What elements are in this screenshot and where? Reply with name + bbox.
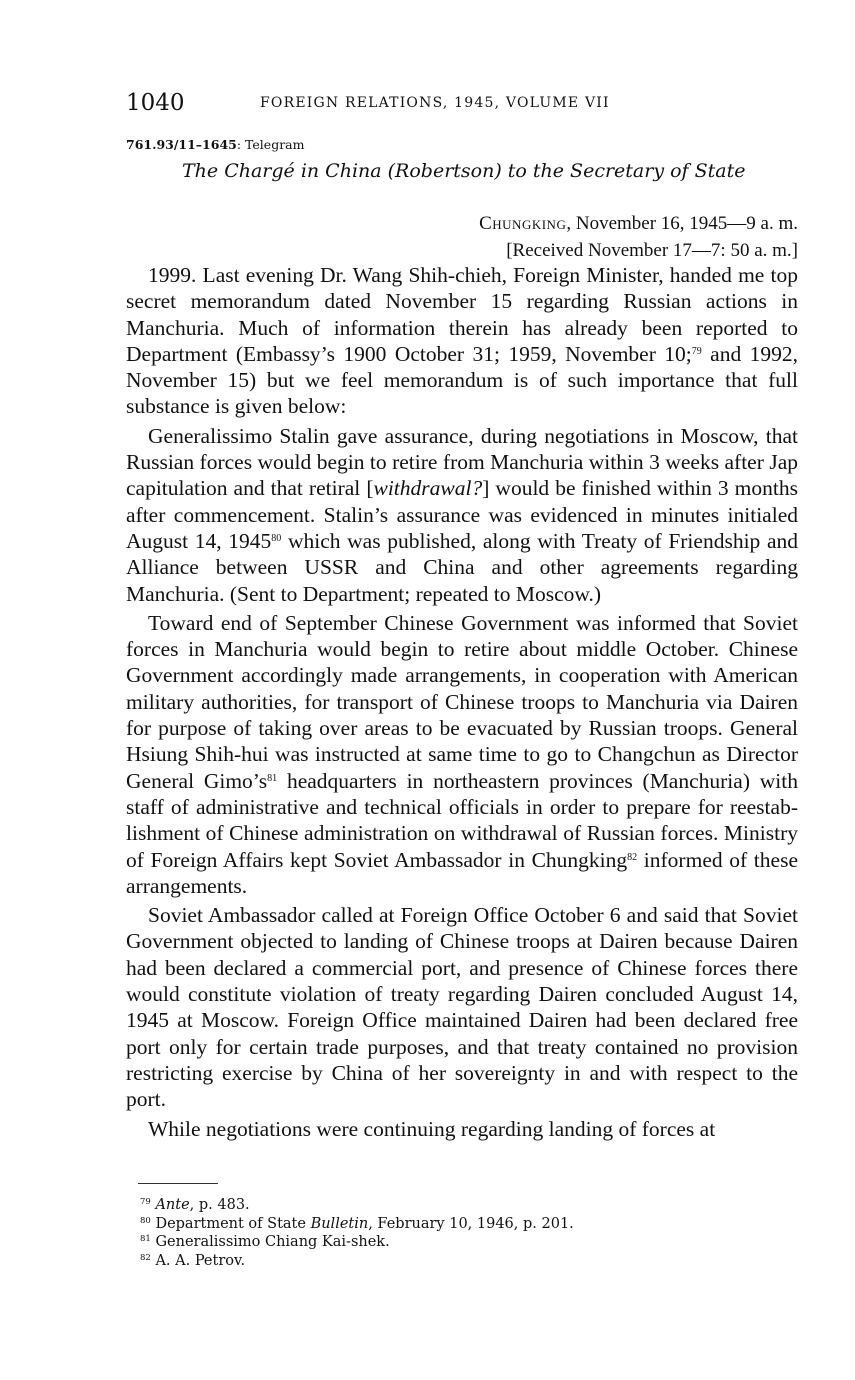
running-title: FOREIGN RELATIONS, 1945, VOLUME VII <box>260 95 610 111</box>
paragraph-2: Generalissimo Stalin gave assurance, during negotiations in Moscow, that Russian forces would begin to retire from Manchuria within 3 weeks after Jap capitulation and that retiral [withdrawal?] would be finished within 3 months after commencement. Stalin’s assurance was evidenced in minutes initialed August 14, 1945$^{80}$ which was published, along with Treaty of Friendship and Alliance between USSR and China and other agreements regarding Manchuria. (Sent to Department; repeated to Moscow.) <box>126 423 799 606</box>
paragraph-5: While negotiations were continuing regarding landing of forces at <box>148 1116 716 1141</box>
footnote-82: $^{82}$ A. A. Petrov. <box>140 1252 246 1269</box>
received-line: [Received November 17—7: 50 a. m.] <box>506 240 798 261</box>
paragraph-3: Toward end of September Chinese Government was informed that Soviet forces in Manchuria would begin to retire about middle October. Chinese Government accordingly made arrangements, in cooperation with American military authorities, for transport of Chinese troops to Manchuria via Dairen for purpose of taking over areas to be evacuated by Russian troops. General Hsiung Shih-hui was instructed at same time to go to Changchun as Director General $Gimo’s^{81}$ headquarters in northeastern provinces (Manchuria) with staff of administrative and technical officials in order to prepare for reestablishment of Chinese administration on withdrawal of Russian forces. Ministry of Foreign Affairs kept Soviet Ambassador in Chungking$^{82}$ informed of these arrangements. <box>126 610 798 898</box>
footnote-ref-80[interactable]: 80 <box>271 532 282 544</box>
paragraph-4: Soviet Ambassador called at Foreign Office October 6 and said that Soviet Government objected to landing of Chinese troops at Dairen because Dairen had been declared a commercial port, and presence of Chinese forces there would constitute violation of treaty regarding Dairen concluded August 14, 1945 at Moscow. Foreign Office maintained Dairen had been declared free port only for certain trade purposes, and that treaty contained no provision restricting exercise by China of her sovereignty in and with respect to the port. <box>126 903 798 1112</box>
sent-line <box>479 210 798 237</box>
file-number: 761.93/11–1645 <box>126 137 237 152</box>
footnote-ref-82[interactable]: 82 <box>627 851 638 863</box>
footnotes <box>140 1196 574 1270</box>
place: Chungking <box>479 213 567 234</box>
footnote-81: $^{81}$ Generalissimo Chiang Kai-shek. <box>140 1234 390 1250</box>
telegram-body <box>126 262 798 1145</box>
document-reference <box>126 137 304 152</box>
document-title: The Chargé in China (Robertson) to the Secretary of State <box>182 160 746 182</box>
page-number: 1040 <box>126 90 185 116</box>
document-type: : Telegram <box>236 137 305 152</box>
footnote-79: $^{79}$ Ante, p. 483. <box>140 1197 250 1213</box>
footnote-ref-81[interactable]: 81 <box>267 772 278 784</box>
page-header <box>126 90 798 120</box>
footnote-80: $^{80}$ Department of State Bulletin, February 10, 1946, p. 201. <box>140 1215 574 1232</box>
footnote-divider <box>138 1183 218 1184</box>
footnote-ref-79[interactable]: 79 <box>691 345 702 357</box>
sent-date: , November 16, 1945—9 a. m. <box>566 213 798 234</box>
dateline <box>479 210 798 264</box>
paragraph-1: 1999. Last evening Dr. Wang Shih-chieh, Foreign Minister, handed me top secret memorandum dated November 15 regarding Russian actions in Manchuria. Much of information therein has already been reported to Department (Embassy’s 1900 October 31; 1959, November 10;$^{79}$ and 1992, November 15) but we feel memorandum is of such importance that full substance is given below: <box>126 263 798 419</box>
